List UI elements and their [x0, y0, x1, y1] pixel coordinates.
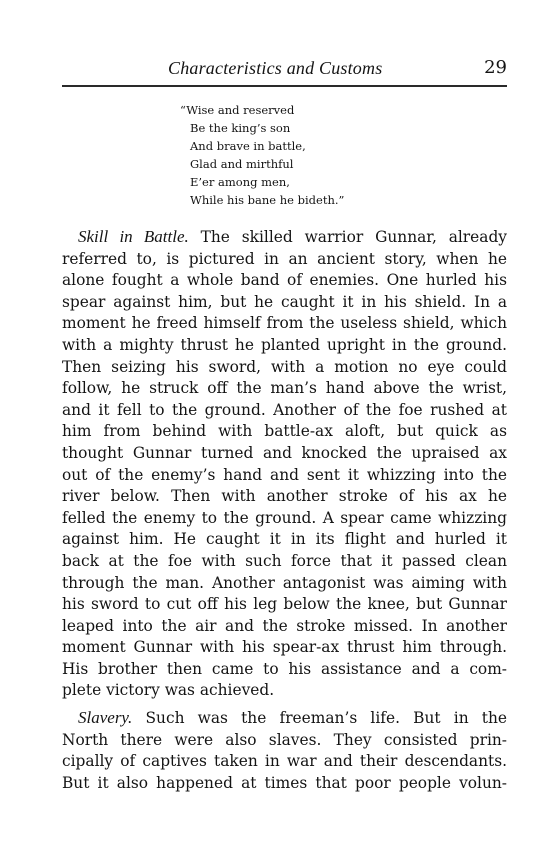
paragraph-slavery: [62, 707, 507, 794]
text-line: with a mighty thrust he planted upright in the ground.: [62, 335, 507, 354]
verse-line: And brave in battle,: [190, 139, 306, 153]
paragraph-heading: Skill in Battle.: [78, 227, 189, 246]
page-header: [62, 56, 507, 82]
verse-line: E’er among men,: [190, 175, 290, 189]
text-line: leaped into the air and the stroke missed. In another: [62, 616, 507, 635]
text-line: out of the enemy’s hand and sent it whizzing into the: [62, 465, 507, 484]
verse-quote: [180, 101, 344, 209]
text-line: him from behind with battle-ax aloft, but quick as: [62, 422, 507, 441]
text-line: river below. Then with another stroke of his ax he: [62, 487, 507, 506]
text-line: against him. He caught it in its flight and hurled it: [62, 530, 507, 549]
text-line: felled the enemy to the ground. A spear came whizzing: [62, 508, 507, 527]
page-number: 29: [484, 57, 507, 78]
paragraph-first-line: [62, 707, 507, 730]
text-line: spear against him, but he caught it in his shield. In a: [62, 292, 507, 311]
body-text: [62, 226, 507, 794]
text-line: North there were also slaves. They consisted prin-: [62, 730, 507, 749]
text-line: His brother then came to his assistance and a com-: [62, 659, 507, 678]
text-line: through the man. Another antagonist was aiming with: [62, 573, 507, 592]
paragraph-skill-in-battle: [62, 226, 507, 702]
text-line: his sword to cut off his leg below the knee, but Gunnar: [62, 595, 507, 614]
paragraph-heading: Slavery.: [78, 708, 133, 728]
text-line: back at the foe with such force that it passed clean: [62, 551, 507, 570]
text-line: alone fought a whole band of enemies. One hurled his: [62, 271, 507, 290]
header-rule: [62, 85, 507, 87]
text-line: plete victory was achieved.: [62, 681, 275, 700]
first-line-text: Such was the freeman’s life. But in the: [132, 709, 507, 728]
verse-line: Be the king’s son: [190, 121, 291, 135]
text-line: cipally of captives taken in war and their descendants.: [62, 752, 507, 771]
text-line: moment he freed himself from the useless shield, which: [62, 314, 507, 333]
text-line: Then seizing his sword, with a motion no eye could: [62, 357, 507, 376]
text-line: follow, he struck off the man’s hand above the wrist,: [62, 379, 507, 398]
text-line: moment Gunnar with his spear-ax thrust him through.: [62, 638, 507, 657]
text-line: But it also happened at times that poor people volun-: [62, 773, 507, 792]
paragraph-first-line: [62, 226, 507, 249]
running-head: Characteristics and Customs: [168, 58, 383, 78]
text-line: referred to, is pictured in an ancient story, when he: [62, 249, 507, 268]
verse-line: Glad and mirthful: [190, 157, 294, 171]
verse-line: “Wise and reserved: [180, 103, 295, 117]
text-line: and it fell to the ground. Another of the foe rushed at: [62, 400, 507, 419]
text-line: thought Gunnar turned and knocked the upraised ax: [62, 443, 507, 462]
verse-line: While his bane he bideth.”: [190, 193, 345, 207]
first-line-text: The skilled warrior Gunnar, already: [188, 228, 507, 246]
